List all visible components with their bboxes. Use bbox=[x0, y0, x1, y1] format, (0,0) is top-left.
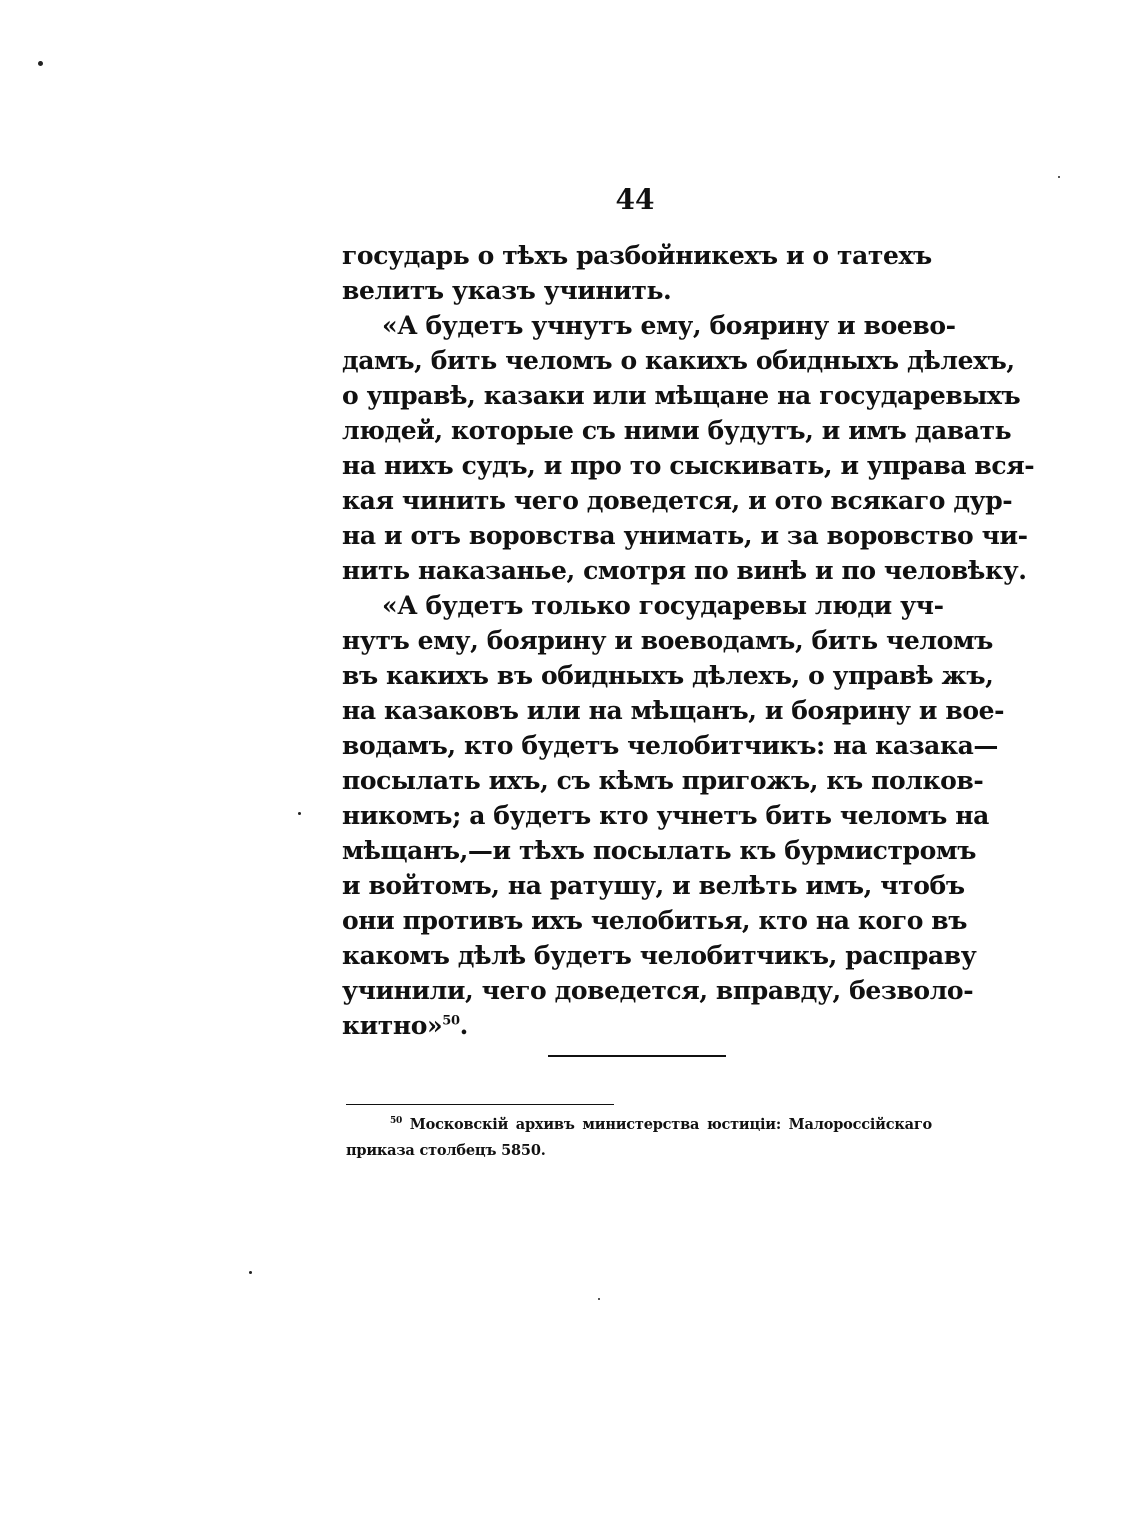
text-line: о управѣ, казаки или мѣщане на государевыхъ bbox=[342, 381, 1021, 410]
scan-speck bbox=[249, 1271, 252, 1274]
footnote-line bbox=[346, 1112, 932, 1138]
text-line: они противъ ихъ челобитья, кто на кого въ bbox=[342, 906, 968, 935]
text-line-final-content: китно» bbox=[342, 1011, 443, 1040]
scan-speck bbox=[38, 61, 43, 66]
footnote-text: Московскій архивъ министерства юстиціи: Малороссійскаго bbox=[409, 1116, 932, 1133]
text-line: велитъ указъ учинить. bbox=[342, 276, 672, 305]
text-line-final bbox=[342, 1008, 930, 1043]
scan-speck bbox=[1058, 176, 1060, 178]
scan-speck bbox=[298, 812, 301, 815]
text-line: водамъ, кто будетъ челобитчикъ: на казака— bbox=[342, 731, 999, 760]
text-line: «А будетъ только государевы люди уч- bbox=[382, 591, 944, 620]
text-line: мѣщанъ,—и тѣхъ посылать къ бурмистромъ bbox=[342, 836, 976, 865]
text-line: на казаковъ или на мѣщанъ, и боярину и вое- bbox=[342, 696, 1005, 725]
text-line: «А будетъ учнутъ ему, боярину и воево- bbox=[382, 311, 956, 340]
text-line: нутъ ему, боярину и воеводамъ, бить челомъ bbox=[342, 626, 993, 655]
text-line: какомъ дѣлѣ будетъ челобитчикъ, расправу bbox=[342, 941, 977, 970]
text-line: на и отъ воровства унимать, и за воровство чи- bbox=[342, 521, 1028, 550]
footnote-marker: 50 bbox=[390, 1116, 403, 1127]
text-line: людей, которые съ ними будутъ, и имъ давать bbox=[342, 416, 1012, 445]
text-line: на нихъ судъ, и про то сыскивать, и управа вся- bbox=[342, 451, 1035, 480]
footnote-separator bbox=[346, 1104, 614, 1105]
text-line: никомъ; а будетъ кто учнетъ бить челомъ на bbox=[342, 801, 989, 830]
text-line: и войтомъ, на ратушу, и велѣть имъ, чтобъ bbox=[342, 871, 965, 900]
page-number: 44 bbox=[615, 183, 655, 216]
text-line: дамъ, бить челомъ о какихъ обидныхъ дѣлехъ, bbox=[342, 346, 1015, 375]
footnote-line: приказа столбецъ 5850. bbox=[346, 1142, 546, 1159]
text-line: въ какихъ въ обидныхъ дѣлехъ, о управѣ жъ, bbox=[342, 661, 994, 690]
text-line: нить наказанье, смотря по винѣ и по человѣку. bbox=[342, 556, 1027, 585]
end-rule bbox=[548, 1055, 726, 1057]
final-punctuation: . bbox=[459, 1011, 468, 1040]
scan-speck bbox=[598, 1298, 600, 1300]
text-line: учинили, чего доведется, вправду, безволо- bbox=[342, 976, 974, 1005]
footnote bbox=[346, 1112, 932, 1164]
footnote-reference: 50 bbox=[442, 1013, 460, 1029]
text-line: посылать ихъ, съ кѣмъ пригожъ, къ полков- bbox=[342, 766, 984, 795]
body-text bbox=[342, 238, 1035, 1043]
text-line: государь о тѣхъ разбойникехъ и о татехъ bbox=[342, 241, 932, 270]
text-line: кая чинить чего доведется, и ото всякаго дур- bbox=[342, 486, 1013, 515]
